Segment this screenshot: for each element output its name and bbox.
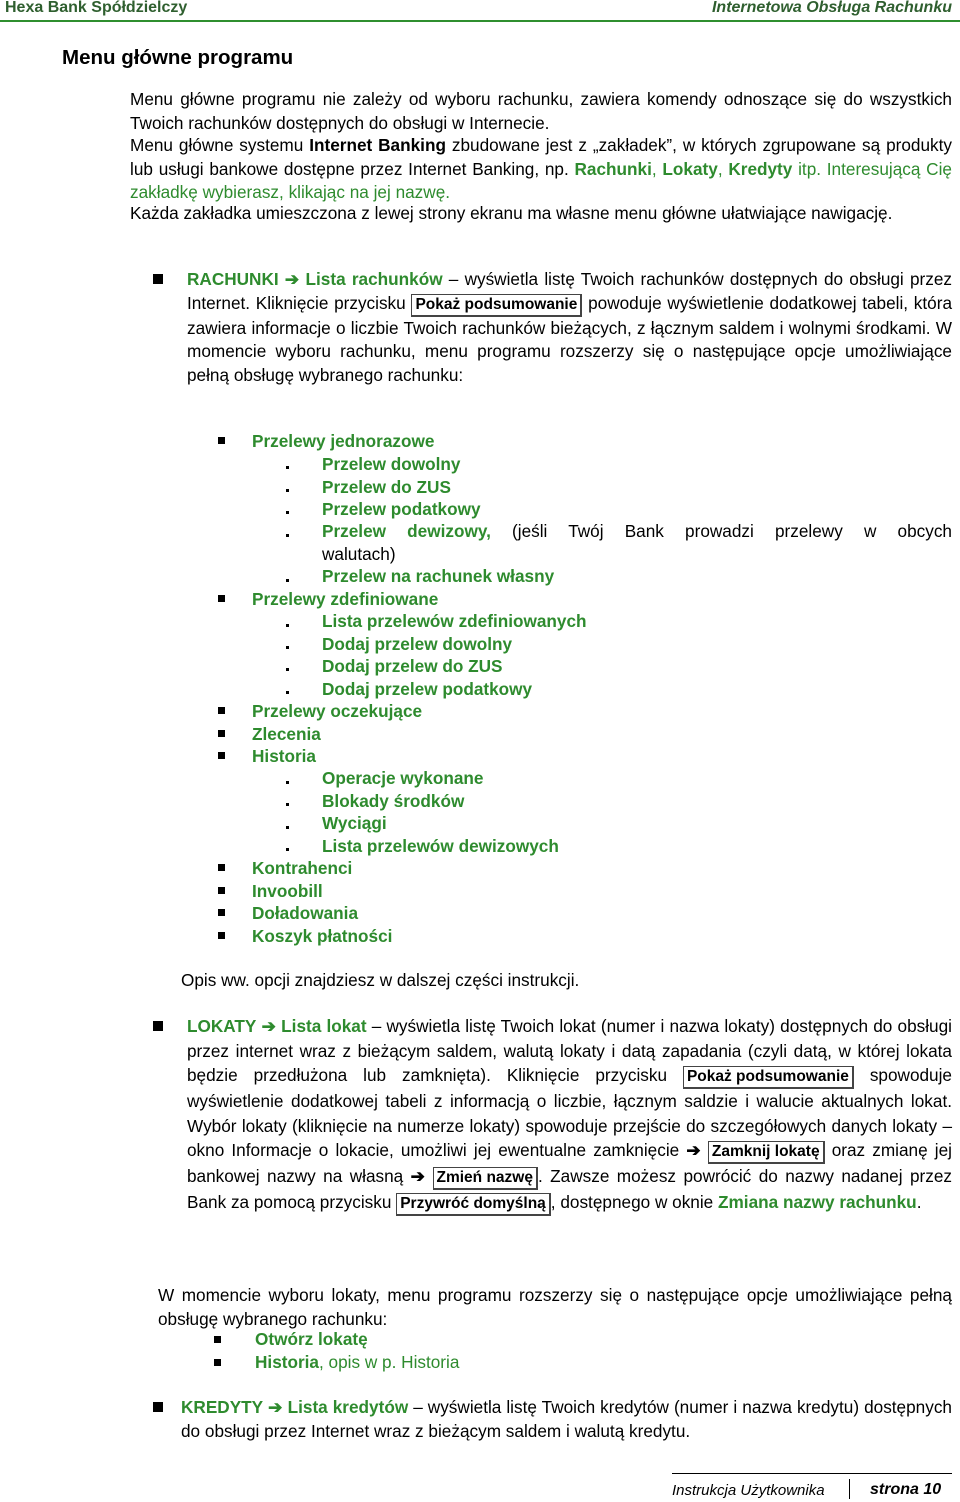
- bullet-square: [214, 1336, 221, 1343]
- note-text: Opis ww. opcji znajdziesz w dalszej części instrukcji.: [181, 970, 580, 990]
- menu-koszyk-platnosci: Koszyk płatności: [252, 926, 393, 946]
- menu-przelew-dowolny: Przelew dowolny: [322, 454, 461, 474]
- zmien-nazwe-button[interactable]: Zmień nazwę: [433, 1167, 538, 1190]
- intro-text-2i: itp. Interesującą Cię zakładkę wybierasz, klikając na jej nazwę.: [130, 158, 952, 202]
- menu-historia-lokaty: [255, 1352, 459, 1373]
- menu-operacje-wykonane: Operacje wykonane: [322, 768, 484, 788]
- lokaty-text-5: , dostępnego w oknie: [550, 1192, 719, 1212]
- lokaty-section: [187, 1014, 952, 1216]
- historia-note: , opis w p. Historia: [319, 1352, 460, 1372]
- zmiana-nazwy-label: Zmiana nazwy rachunku: [718, 1192, 917, 1212]
- przelew-dewizowy-note-2: walutach): [322, 544, 396, 564]
- bullet-dot: [286, 579, 289, 582]
- menu-lista-dewizowych: Lista przelewów dewizowych: [322, 836, 559, 856]
- intro-text-2c: zbudowane jest z „zakładek”, w których zgrupowane są produkty lub usługi bankowe dostępne przez Internet Banking, np.: [130, 135, 953, 179]
- menu-doladowania: Doładowania: [252, 903, 359, 923]
- lokaty-after-text: W momencie wyboru lokaty, menu programu rozszerzy się o następujące opcje umożliwiające pełną obsługę wybranego rachunku:: [158, 1285, 952, 1329]
- rachunki-heading: RACHUNKI: [187, 269, 279, 289]
- menu-kontrahenci: Kontrahenci: [252, 858, 353, 878]
- footer-rule: [672, 1473, 952, 1474]
- menu-otworz-lokate: Otwórz lokatę: [255, 1329, 368, 1349]
- footer-doc-title: Instrukcja Użytkownika: [672, 1482, 825, 1499]
- bullet-square: [218, 730, 225, 737]
- arrow-icon: ➔: [686, 1140, 701, 1160]
- lokaty-text-1: – wyświetla listę Twoich lokat (numer i nazwa lokaty) dostępnych do obsługi przez internet wraz z bieżącym saldem, walutą lokaty i datą zapadania (czyli datą, w której lokata będzie przedłużona lub zamknięta). Kliknięcie przycisku: [187, 1016, 952, 1085]
- menu-dodaj-dowolny: Dodaj przelew dowolny: [322, 634, 513, 654]
- intro-text-2a: Menu główne systemu: [130, 135, 310, 155]
- lista-lokat-heading: Lista lokat: [281, 1016, 367, 1036]
- bullet-square: [153, 1021, 163, 1031]
- bullet-dot: [286, 848, 289, 851]
- menu-dodaj-podatkowy: Dodaj przelew podatkowy: [322, 679, 533, 699]
- przelew-dewizowy-label: Przelew dewizowy,: [322, 521, 491, 541]
- intro-paragraph-2: [130, 134, 952, 205]
- lista-rachunkow-heading: Lista rachunków: [305, 269, 443, 289]
- document-name: Internetowa Obsługa Rachunku: [711, 0, 952, 16]
- lokaty-link: Lokaty: [662, 158, 718, 179]
- sep: ,: [651, 158, 663, 179]
- bullet-dot: [286, 646, 289, 649]
- kredyty-heading: KREDYTY: [181, 1397, 264, 1417]
- intro-text-3: Każda zakładka umieszczona z lewej strony ekranu ma własne menu główne ułatwiające nawigację.: [130, 203, 893, 223]
- menu-zlecenia: Zlecenia: [252, 724, 321, 744]
- sep: ,: [717, 158, 729, 179]
- bullet-dot: [286, 668, 289, 671]
- bullet-dot: [286, 691, 289, 694]
- bullet-dot: [286, 511, 289, 514]
- header-rule: [0, 20, 960, 22]
- arrow-icon: ➔: [261, 1016, 276, 1036]
- menu-przelewy-zdefiniowane: Przelewy zdefiniowane: [252, 589, 439, 609]
- bullet-dot: [286, 489, 289, 492]
- arrow-icon: ➔: [268, 1397, 283, 1417]
- bullet-dot: [286, 466, 289, 469]
- arrow-icon: ➔: [284, 269, 300, 289]
- page-header: [0, 0, 960, 20]
- bullet-square: [218, 595, 225, 602]
- historia-label: Historia: [255, 1352, 319, 1372]
- lokaty-after: [158, 1284, 952, 1331]
- lokaty-heading: LOKATY: [187, 1016, 257, 1036]
- intro-paragraph-1: [130, 88, 952, 135]
- rachunki-text-1: – wyświetla listę Twoich rachunków dostępnych do obsługi przez Internet. Kliknięcie przycisku: [187, 269, 952, 313]
- bullet-dot: [286, 534, 289, 537]
- pokaz-podsumowanie-button[interactable]: Pokaż podsumowanie: [683, 1066, 854, 1089]
- bullet-square: [218, 932, 225, 939]
- intro-text-1: Menu główne programu nie zależy od wyboru rachunku, zawiera komendy odnoszące się do wszystkich Twoich rachunków dostępnych do obsługi w Internecie.: [130, 89, 952, 133]
- menu-przelewy-jednorazowe: Przelewy jednorazowe: [252, 431, 435, 451]
- bank-name: Hexa Bank Spółdzielczy: [5, 0, 188, 16]
- menu-dodaj-zus: Dodaj przelew do ZUS: [322, 656, 503, 676]
- kredyty-link: Kredyty: [728, 158, 793, 179]
- przelew-dewizowy-note: (jeśli Twój Bank prowadzi przelewy w obcych: [490, 521, 952, 541]
- page-number: strona 10: [870, 1481, 942, 1498]
- menu-historia: Historia: [252, 746, 316, 766]
- rachunki-link: Rachunki: [574, 158, 652, 179]
- menu-blokady-srodkow: Blokady środków: [322, 791, 465, 811]
- lokaty-text-3: oraz zmianę jej bankowej nazwy na własną: [187, 1140, 952, 1186]
- menu-lista-zdefiniowanych: Lista przelewów zdefiniowanych: [322, 611, 587, 631]
- bullet-square: [218, 752, 225, 759]
- kredyty-text-1: – wyświetla listę Twoich kredytów (numer i nazwa kredytu) dostępnych do obsługi przez Internet wraz z bieżącym saldem i walutą kredytu.: [181, 1397, 952, 1441]
- bullet-dot: [286, 826, 289, 829]
- bullet-dot: [286, 781, 289, 784]
- rachunki-section: [187, 268, 952, 387]
- bullet-square: [153, 1402, 163, 1412]
- menu-przelew-dewizowy: [322, 521, 952, 542]
- zamknij-lokate-button[interactable]: Zamknij lokatę: [708, 1141, 825, 1164]
- bullet-square: [218, 909, 225, 916]
- lista-kredytow-heading: Lista kredytów: [287, 1397, 409, 1417]
- bullet-dot: [286, 624, 289, 627]
- bullet-square: [218, 887, 225, 894]
- pokaz-podsumowanie-button[interactable]: Pokaż podsumowanie: [411, 294, 582, 317]
- menu-przelew-wlasny: Przelew na rachunek własny: [322, 566, 555, 586]
- internet-banking-label: Internet Banking: [309, 135, 446, 155]
- lokaty-text-2: spowoduje wyświetlenie dodatkowej tabeli z informacją o liczbie, łącznym saldzie i walucie aktualnych lokat. Wybór lokaty (kliknięcie na numerze lokaty) spowoduje przejście do szczegółowych danych lokaty – okno Informacje o lokacie, umożliwi jej ewentualne zamknięcie: [187, 1065, 952, 1160]
- bullet-square: [153, 274, 163, 284]
- bullet-square: [218, 864, 225, 871]
- period: .: [916, 1192, 922, 1212]
- menu-invoobill: Invoobill: [252, 881, 323, 901]
- intro-paragraph-3: [130, 202, 952, 226]
- menu-wyciagi: Wyciągi: [322, 813, 387, 833]
- bullet-dot: [286, 803, 289, 806]
- rachunki-text-2: powoduje wyświetlenie dodatkowej tabeli, która zawiera informacje o liczbie Twoich rachunków bieżących, z łącznym saldem i wolnymi środkami. W momencie wyboru rachunku, menu programu rozszerzy się o następujące opcje umożliwiające pełną obsługę wybranego rachunku:: [187, 292, 953, 385]
- footer-separator: [849, 1479, 850, 1499]
- bullet-square: [218, 707, 225, 714]
- arrow-icon: ➔: [410, 1166, 426, 1186]
- menu-przelew-zus: Przelew do ZUS: [322, 477, 451, 497]
- menu-przelew-podatkowy: Przelew podatkowy: [322, 499, 481, 519]
- bullet-square: [218, 437, 225, 444]
- page-title: Menu główne programu: [62, 46, 294, 69]
- bullet-square: [214, 1359, 221, 1366]
- przywroc-domyslna-button[interactable]: Przywróć domyślną: [396, 1193, 551, 1216]
- kredyty-section: [181, 1396, 952, 1443]
- lokaty-text-4: . Zawsze możesz powrócić do nazwy nadanej przez Bank za pomocą przycisku: [187, 1166, 952, 1212]
- menu-przelewy-oczekujace: Przelewy oczekujące: [252, 701, 423, 721]
